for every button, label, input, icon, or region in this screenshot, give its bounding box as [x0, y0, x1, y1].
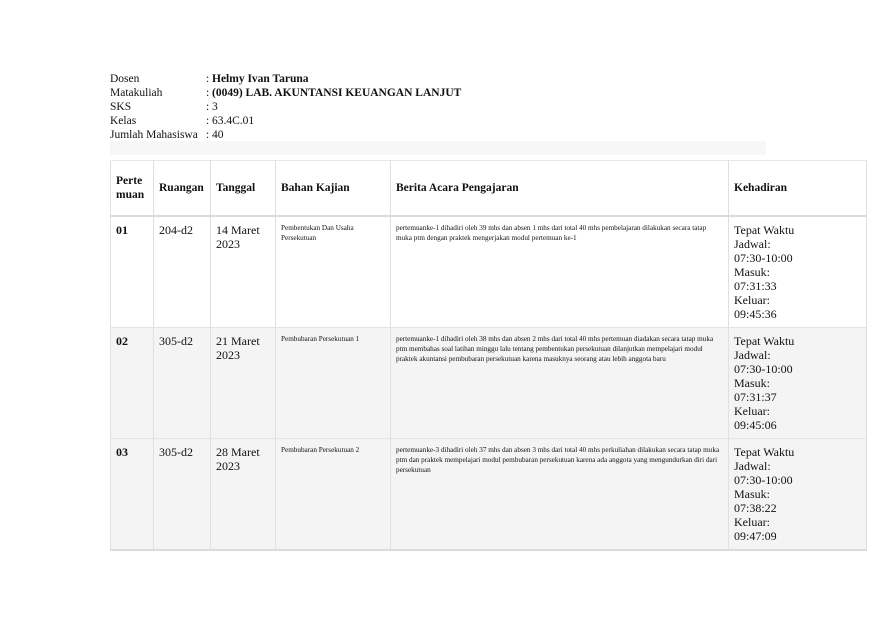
check-in-label: Masuk: — [734, 487, 770, 501]
info-row-sks — [110, 100, 461, 114]
meeting-number: 03 — [111, 439, 154, 551]
date: 14 Maret 2023 — [211, 216, 276, 328]
schedule-label: Jadwal: — [734, 237, 771, 251]
info-separator: : — [206, 101, 210, 113]
date: 28 Maret 2023 — [211, 439, 276, 551]
info-row-dosen — [110, 72, 461, 86]
check-in-time: 07:38:22 — [734, 501, 777, 515]
topic: Pembubaran Persekutuan 1 — [276, 328, 391, 439]
meeting-number: 01 — [111, 216, 154, 328]
check-out-time: 09:45:36 — [734, 307, 777, 321]
check-out-label: Keluar: — [734, 404, 770, 418]
info-background-strip — [110, 141, 766, 155]
info-label: Kelas — [110, 115, 137, 127]
topic: Pembentukan Dan Usaha Persekutuan — [276, 216, 391, 328]
header-bahan-kajian: Bahan Kajian — [276, 161, 391, 217]
schedule-time: 07:30-10:00 — [734, 473, 793, 487]
info-value: 40 — [212, 129, 224, 141]
info-label: Matakuliah — [110, 87, 163, 99]
check-out-label: Keluar: — [734, 515, 770, 529]
attendance — [729, 216, 867, 328]
schedule-label: Jadwal: — [734, 348, 771, 362]
check-in-label: Masuk: — [734, 376, 770, 390]
course-info — [110, 72, 461, 142]
schedule-label: Jadwal: — [734, 459, 771, 473]
header-berita-acara: Berita Acara Pengajaran — [391, 161, 729, 217]
info-value: 63.4C.01 — [212, 115, 255, 127]
attendance-status: Tepat Waktu — [734, 445, 795, 459]
report: pertemuanke-1 dihadiri oleh 39 mhs dan absen 1 mhs dari total 40 mhs pembelajaran dilakukan secara tatap muka ptm dengan praktek mengerjakan modul pertemuan ke-1 — [391, 216, 729, 328]
room: 305-d2 — [154, 439, 211, 551]
info-value: Helmy Ivan Taruna — [212, 73, 309, 85]
topic: Pembubaran Persekutuan 2 — [276, 439, 391, 551]
teaching-log-table — [110, 160, 867, 551]
schedule-time: 07:30-10:00 — [734, 362, 793, 376]
info-row-kelas — [110, 114, 461, 128]
info-row-jumlah — [110, 128, 461, 142]
info-label: Dosen — [110, 73, 140, 85]
report: pertemuanke-1 dihadiri oleh 38 mhs dan absen 2 mhs dari total 40 mhs pertemuan diadakan secara tatap muka ptm membahas soal latihan minggu lalu tentang pembentukan persekutuan dilanjutkan mempelajari modul praktek akuntansi pembubaran persekutuan karena masuknya seorang atau lebih anggota baru — [391, 328, 729, 439]
table-header-row — [111, 161, 867, 217]
meeting-number: 02 — [111, 328, 154, 439]
header-kehadiran: Kehadiran — [729, 161, 867, 217]
table-row — [111, 328, 867, 439]
check-out-time: 09:45:06 — [734, 418, 777, 432]
info-label: Jumlah Mahasiswa — [110, 129, 198, 141]
check-in-time: 07:31:37 — [734, 390, 777, 404]
schedule-time: 07:30-10:00 — [734, 251, 793, 265]
header-tanggal: Tanggal — [211, 161, 276, 217]
info-value: 3 — [212, 101, 218, 113]
info-separator: : — [206, 73, 210, 85]
check-in-label: Masuk: — [734, 265, 770, 279]
attendance-status: Tepat Waktu — [734, 223, 795, 237]
info-value: (0049) LAB. AKUNTANSI KEUANGAN LANJUT — [212, 87, 462, 99]
room: 305-d2 — [154, 328, 211, 439]
check-in-time: 07:31:33 — [734, 279, 777, 293]
info-separator: : — [206, 129, 210, 141]
report: pertemuanke-3 dihadiri oleh 37 mhs dan absen 3 mhs dari total 40 mhs perkuliahan dilakukan secara tatap muka ptm dan praktek mempelajari modul pembubaran persekutuan karena ada anggota yang mengundurkan diri dari persekutuan — [391, 439, 729, 551]
attendance — [729, 328, 867, 439]
info-separator: : — [206, 115, 210, 127]
date: 21 Maret 2023 — [211, 328, 276, 439]
header-ruangan: Ruangan — [154, 161, 211, 217]
header-pertemuan: Perte muan — [111, 161, 154, 217]
info-separator: : — [206, 87, 210, 99]
table-row — [111, 216, 867, 328]
info-row-matakuliah — [110, 86, 461, 100]
table-row — [111, 439, 867, 551]
attendance — [729, 439, 867, 551]
info-label: SKS — [110, 101, 132, 113]
attendance-status: Tepat Waktu — [734, 334, 795, 348]
room: 204-d2 — [154, 216, 211, 328]
check-out-label: Keluar: — [734, 293, 770, 307]
check-out-time: 09:47:09 — [734, 529, 777, 543]
